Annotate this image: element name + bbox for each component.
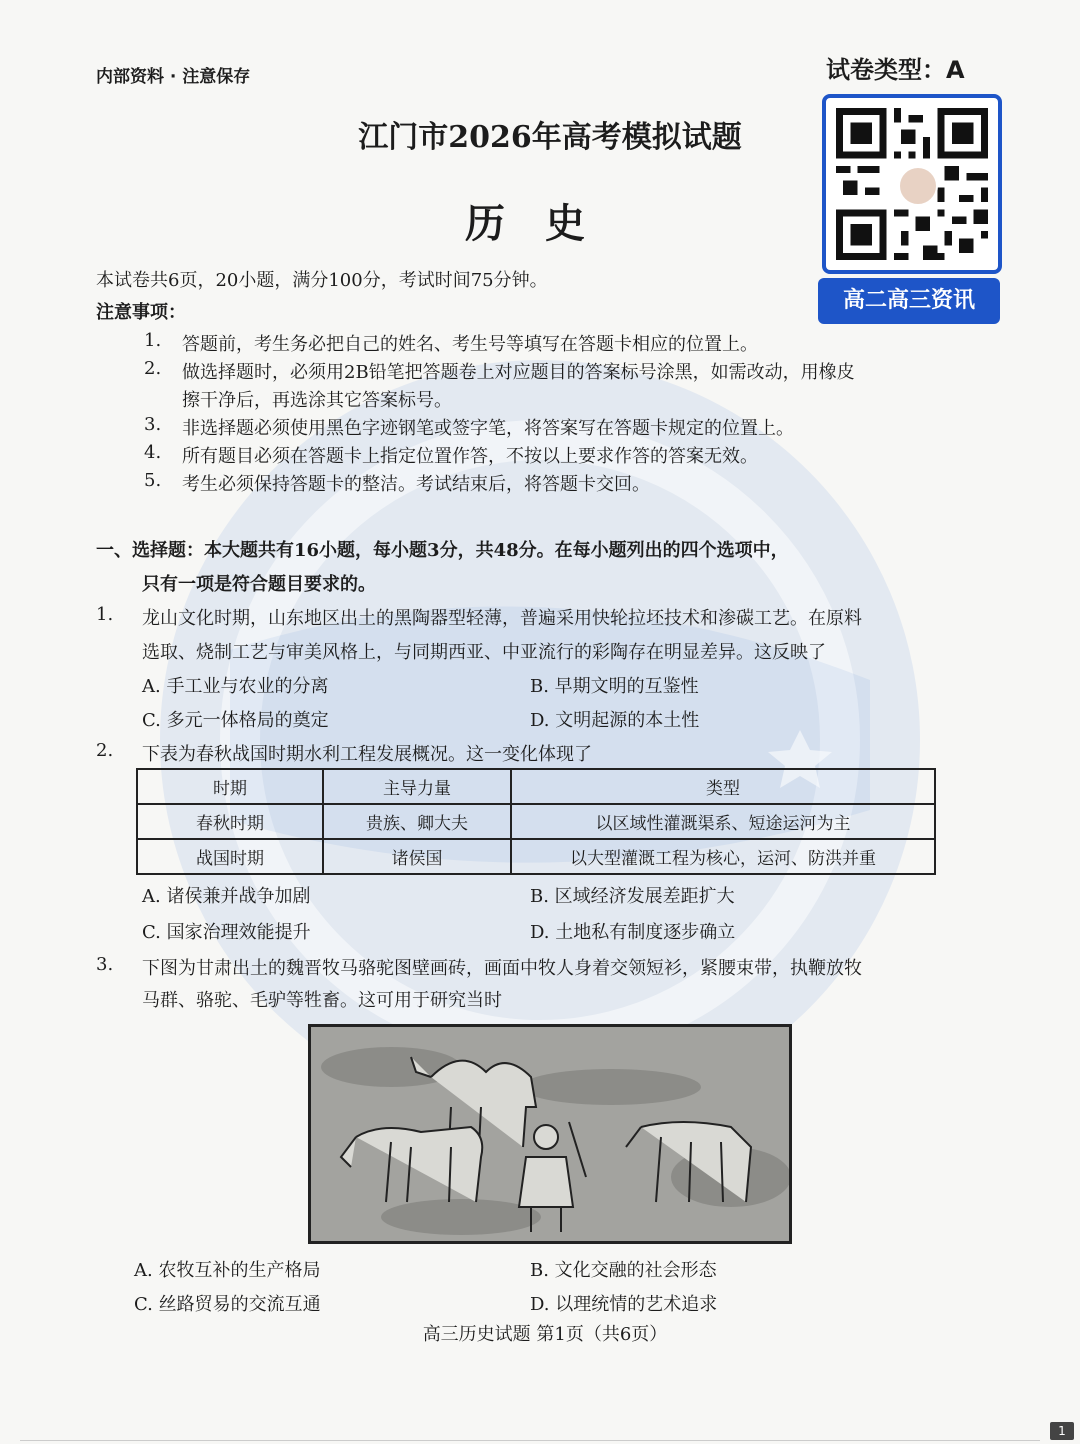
page-number-badge[interactable]: 1 bbox=[1050, 1422, 1074, 1440]
note-number: 4. bbox=[144, 442, 162, 463]
promo-label[interactable]: 高二高三资讯 bbox=[818, 278, 1000, 324]
question-stem: 龙山文化时期，山东地区出土的黑陶器型轻薄，普遍采用快轮拉坯技术和渗碳工艺。在原料 bbox=[142, 608, 862, 629]
mural-brick-image bbox=[308, 1024, 792, 1244]
option-d[interactable]: D. 文明起源的本土性 bbox=[530, 710, 700, 731]
option-b[interactable]: B. 文化交融的社会形态 bbox=[530, 1260, 717, 1281]
avatar bbox=[898, 166, 938, 206]
note-number: 2. bbox=[144, 358, 162, 379]
page-footer: 高三历史试题 第1页（共6页） bbox=[422, 1324, 668, 1345]
question-stem: 马群、骆驼、毛驴等牲畜。这可用于研究当时 bbox=[142, 990, 502, 1011]
table-cell: 春秋时期 bbox=[137, 804, 323, 839]
note-text: 答题前，考生务必把自己的姓名、考生号等填写在答题卡相应的位置上。 bbox=[182, 334, 758, 355]
table-header: 类型 bbox=[511, 769, 935, 804]
question-number: 1. bbox=[96, 604, 114, 625]
section-heading-cont: 只有一项是符合题目要求的。 bbox=[142, 574, 376, 595]
note-number: 1. bbox=[144, 330, 162, 351]
option-d[interactable]: D. 土地私有制度逐步确立 bbox=[530, 922, 736, 943]
note-text: 擦干净后，再选涂其它答案标号。 bbox=[182, 390, 452, 411]
table-cell: 诸侯国 bbox=[323, 839, 511, 874]
table-cell: 战国时期 bbox=[137, 839, 323, 874]
note-number: 5. bbox=[144, 470, 162, 491]
note-text: 做选择题时，必须用2B铅笔把答题卷上对应题目的答案标号涂黑，如需改动，用橡皮 bbox=[182, 362, 855, 383]
table-row bbox=[137, 804, 935, 839]
option-a[interactable]: A. 手工业与农业的分离 bbox=[142, 676, 329, 697]
question-number: 2. bbox=[96, 740, 114, 761]
irrigation-table bbox=[136, 768, 936, 875]
notes-title: 注意事项： bbox=[96, 302, 186, 323]
option-c[interactable]: C. 多元一体格局的奠定 bbox=[142, 710, 329, 731]
option-a[interactable]: A. 诸侯兼并战争加剧 bbox=[142, 886, 311, 907]
option-b[interactable]: B. 区域经济发展差距扩大 bbox=[530, 886, 735, 907]
qr-code[interactable] bbox=[822, 94, 1002, 274]
option-c[interactable]: C. 国家治理效能提升 bbox=[142, 922, 311, 943]
exam-intro: 本试卷共6页，20小题，满分100分，考试时间75分钟。 bbox=[96, 270, 548, 291]
question-number: 3. bbox=[96, 954, 114, 975]
option-d[interactable]: D. 以理统情的艺术追求 bbox=[530, 1294, 718, 1315]
option-a[interactable]: A. 农牧互补的生产格局 bbox=[134, 1260, 321, 1281]
table-header-row bbox=[137, 769, 935, 804]
subject-title: 历史 bbox=[465, 200, 625, 247]
herding-painting-icon bbox=[311, 1027, 789, 1241]
section-heading: 一、选择题：本大题共有16小题，每小题3分，共48分。在每小题列出的四个选项中， bbox=[96, 540, 789, 561]
note-number: 3. bbox=[144, 414, 162, 435]
paper-type-label: 试卷类型：A bbox=[826, 56, 965, 84]
table-cell: 以区域性灌溉渠系、短途运河为主 bbox=[511, 804, 935, 839]
table-cell: 贵族、卿大夫 bbox=[323, 804, 511, 839]
option-c[interactable]: C. 丝路贸易的交流互通 bbox=[134, 1294, 321, 1315]
table-header: 主导力量 bbox=[323, 769, 511, 804]
internal-material-label: 内部资料 · 注意保存 bbox=[96, 67, 251, 87]
option-b[interactable]: B. 早期文明的互鉴性 bbox=[530, 676, 699, 697]
exam-title: 江门市2026年高考模拟试题 bbox=[358, 120, 742, 155]
note-text: 非选择题必须使用黑色字迹钢笔或签字笔，将答案写在答题卡规定的位置上。 bbox=[182, 418, 794, 439]
note-text: 所有题目必须在答题卡上指定位置作答，不按以上要求作答的答案无效。 bbox=[182, 446, 758, 467]
question-stem: 下图为甘肃出土的魏晋牧马骆驼图壁画砖，画面中牧人身着交领短衫，紧腰束带，执鞭放牧 bbox=[142, 958, 862, 979]
question-stem: 下表为春秋战国时期水利工程发展概况。这一变化体现了 bbox=[142, 744, 592, 765]
note-text: 考生必须保持答题卡的整洁。考试结束后，将答题卡交回。 bbox=[182, 474, 650, 495]
table-header: 时期 bbox=[137, 769, 323, 804]
table-cell: 以大型灌溉工程为核心，运河、防洪并重 bbox=[511, 839, 935, 874]
question-stem: 选取、烧制工艺与审美风格上，与同期西亚、中亚流行的彩陶存在明显差异。这反映了 bbox=[142, 642, 826, 663]
table-row bbox=[137, 839, 935, 874]
divider bbox=[20, 1440, 1040, 1441]
